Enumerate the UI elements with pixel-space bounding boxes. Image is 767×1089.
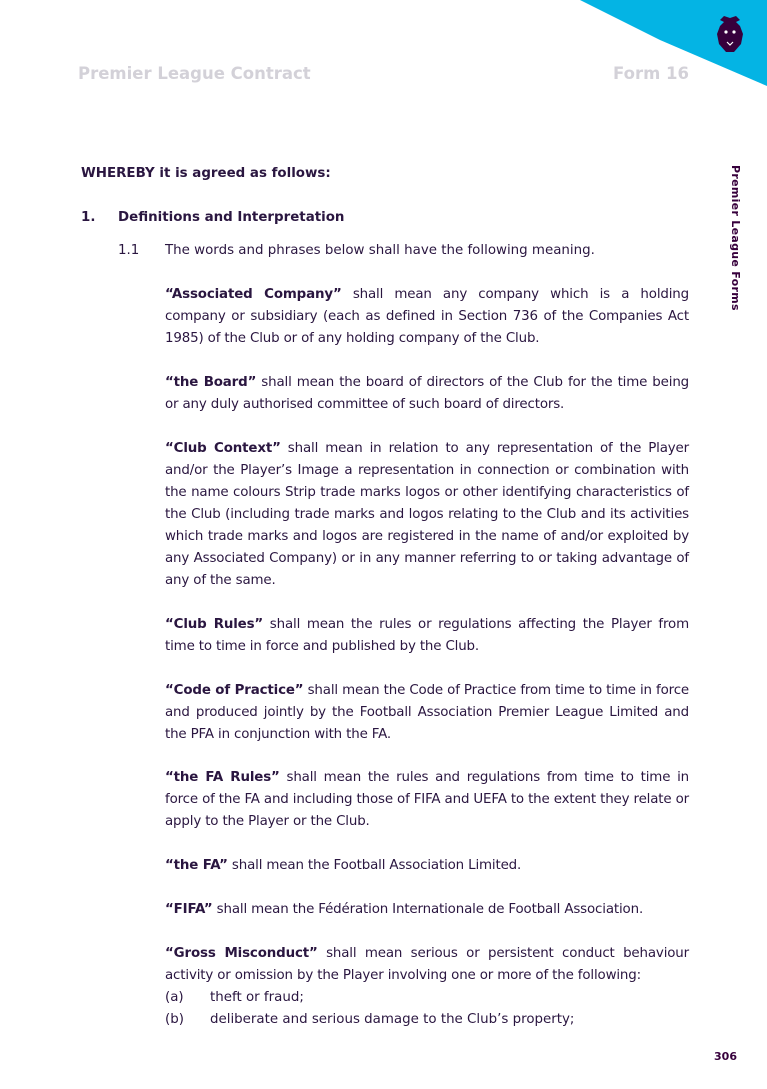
sub-item-text: deliberate and serious damage to the Club’s property; [210, 1012, 575, 1027]
clause-number: 1.1 [118, 243, 140, 258]
definition-text: shall mean the Fédération Internationale de Football Association. [212, 902, 644, 917]
document-title: Premier League Contract [78, 64, 311, 83]
definition-associated-company [165, 284, 689, 350]
form-number: Form 16 [613, 64, 689, 83]
definition-the-fa-rules [165, 767, 689, 833]
definition-term: “FIFA” [165, 902, 213, 917]
definition-fifa [165, 899, 689, 921]
definition-term: “Gross Misconduct” [165, 946, 318, 961]
page-number: 306 [714, 1050, 737, 1063]
definition-text: shall mean in relation to any representation of the Player and/or the Player’s Image a representation in connection or combination with the name colours Strip trade marks logos or other identifying characteristics of the Club (including trade marks and logos relating to the Club and its activities which trade marks and logos are registered in the name of and/or exploited by any Associated Company) or in any manner referring to or taking advantage of any of the same. [165, 441, 690, 588]
definition-text: shall mean the rules or regulations affecting the Player from time to time in force and published by the Club. [165, 617, 689, 654]
definition-text: shall mean the Code of Practice from time to time in force and produced jointly by the Football Association Premier League Limited and the PFA in conjunction with the FA. [165, 683, 689, 742]
section-number: 1. [81, 210, 96, 225]
definition-term: “Club Rules” [165, 617, 264, 632]
definition-term: “the Board” [165, 375, 257, 390]
definition-the-fa [165, 855, 689, 877]
intro-statement: WHEREBY it is agreed as follows: [81, 166, 331, 181]
definition-term: “Code of Practice” [165, 683, 304, 698]
definition-gross-misconduct [165, 943, 689, 987]
definition-the-board [165, 372, 689, 416]
definition-term: “the FA Rules” [165, 770, 280, 785]
definition-term: “Club Context” [165, 441, 281, 456]
definition-text: shall mean any company which is a holding company or subsidiary (each as defined in Section 736 of the Companies Act 1985) of the Club or of any holding company of the Club. [165, 287, 689, 346]
clause-text: The words and phrases below shall have the following meaning. [165, 243, 595, 258]
definition-term: “the FA” [165, 858, 228, 873]
definition-text: shall mean the board of directors of the Club for the time being or any duly authorised committee of such board of directors. [165, 375, 690, 412]
definition-text: shall mean the rules and regulations from time to time in force of the FA and including those of FIFA and UEFA to the extent they relate or apply to the Player or the Club. [165, 770, 689, 829]
definition-text: shall mean the Football Association Limited. [227, 858, 522, 873]
side-tab-label: Premier League Forms [729, 165, 742, 311]
definition-text: shall mean serious or persistent conduct behaviour activity or omission by the Player involving one or more of the following: [165, 946, 689, 983]
sub-item-text: theft or fraud; [210, 990, 304, 1005]
sub-item-label: (a) [165, 990, 184, 1005]
premier-league-lion-icon [712, 14, 748, 54]
definition-club-context [165, 438, 689, 592]
definition-term: “Associated Company” [165, 287, 342, 302]
definition-code-of-practice [165, 680, 689, 746]
section-title: Definitions and Interpretation [118, 210, 345, 225]
definition-club-rules [165, 614, 689, 658]
sub-item-label: (b) [165, 1012, 184, 1027]
